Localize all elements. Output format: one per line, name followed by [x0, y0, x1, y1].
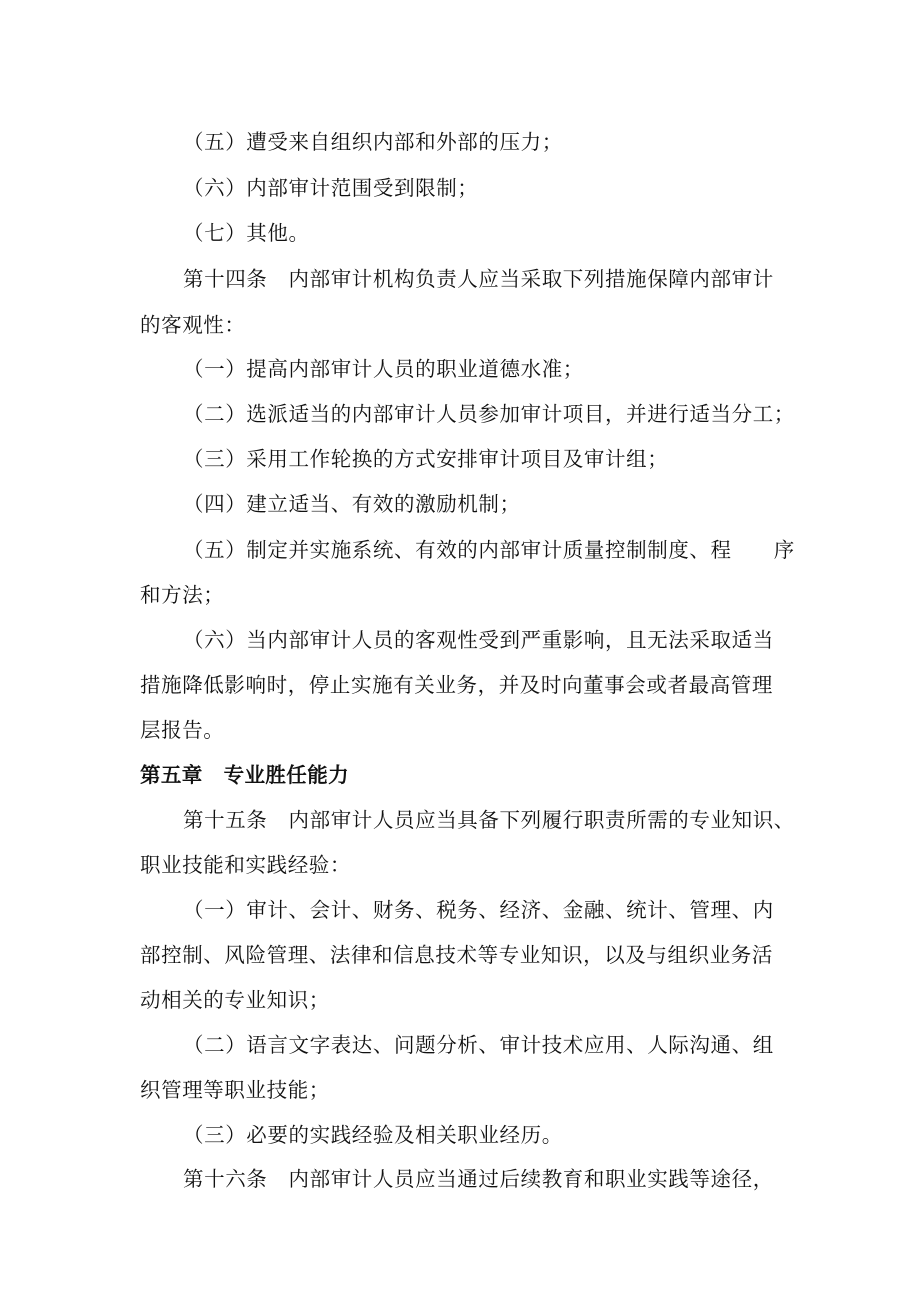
list-item-6-scope-limited: （六）内部审计范围受到限制；	[183, 176, 479, 200]
article-14-item-2: （二）选派适当的内部审计人员参加审计项目，并进行适当分工；	[183, 402, 795, 426]
list-item-5-pressure: （五）遭受来自组织内部和外部的压力；	[183, 130, 563, 154]
article-16-line-1: 第十六条 内部审计人员应当通过后续教育和职业实践等途径，	[183, 1167, 774, 1191]
article-15-item-3: （三）必要的实践经验及相关职业经历。	[183, 1123, 563, 1147]
article-14-item-6-line-2: 措施降低影响时，停止实施有关业务，并及时向董事会或者最高管理	[140, 673, 773, 697]
article-15-item-2-line-1: （二）语言文字表达、问题分析、审计技术应用、人际沟通、组	[183, 1033, 774, 1057]
article-14-item-6-line-3: 层报告。	[140, 718, 225, 742]
list-item-7-other: （七）其他。	[183, 221, 310, 245]
article-14-item-4: （四）建立适当、有效的激励机制；	[183, 492, 521, 516]
article-14-item-6-line-1: （六）当内部审计人员的客观性受到严重影响，且无法采取适当	[183, 628, 774, 652]
article-14-item-5-line-2: 和方法；	[140, 583, 225, 607]
article-14-item-3: （三）采用工作轮换的方式安排审计项目及审计组；	[183, 447, 669, 471]
article-14-item-1: （一）提高内部审计人员的职业道德水准；	[183, 357, 584, 381]
article-15-line-2: 职业技能和实践经验：	[140, 853, 351, 877]
article-15-line-1: 第十五条 内部审计人员应当具备下列履行职责所需的专业知识、	[183, 808, 795, 832]
article-15-item-2-line-2: 织管理等职业技能；	[140, 1078, 330, 1102]
article-15-item-1-line-2: 部控制、风险管理、法律和信息技术等专业知识，以及与组织业务活	[140, 943, 773, 967]
article-14-line-2: 的客观性：	[140, 313, 246, 337]
article-15-item-1-line-3: 动相关的专业知识；	[140, 988, 330, 1012]
chapter-5-heading: 第五章 专业胜任能力	[140, 763, 349, 787]
article-14-line-1: 第十四条 内部审计机构负责人应当采取下列措施保障内部审计	[183, 267, 774, 291]
article-15-item-1-line-1: （一）审计、会计、财务、税务、经济、金融、统计、管理、内	[183, 898, 774, 922]
article-14-item-5-line-1: （五）制定并实施系统、有效的内部审计质量控制制度、程 序	[183, 538, 795, 562]
